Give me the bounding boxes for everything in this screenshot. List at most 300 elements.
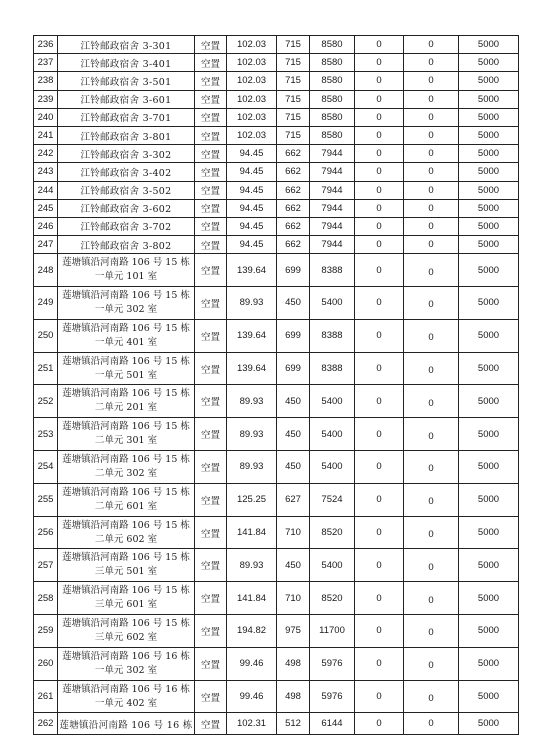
table-row bbox=[34, 352, 519, 385]
table-row bbox=[34, 145, 519, 163]
table-row bbox=[34, 582, 519, 615]
area-cell: 102.03 bbox=[227, 126, 277, 144]
value-b-text: 0 bbox=[428, 463, 434, 475]
monthly-rent-cell: 715 bbox=[277, 126, 310, 144]
annual-rent-cell: 7944 bbox=[310, 236, 355, 254]
property-name-line2: 二单元 602 室 bbox=[94, 533, 158, 545]
table-row bbox=[34, 549, 519, 582]
status-cell: 空置 bbox=[195, 385, 227, 418]
property-name-line1: 莲塘镇沿河南路 106 号 15 栋 bbox=[62, 355, 190, 367]
monthly-rent-cell: 715 bbox=[277, 54, 310, 72]
deposit-cell: 5000 bbox=[459, 199, 519, 217]
property-name-line2: 一单元 402 室 bbox=[94, 697, 158, 709]
row-number-cell: 257 bbox=[34, 549, 58, 582]
value-a-cell: 0 bbox=[355, 549, 404, 582]
area-cell: 102.03 bbox=[227, 36, 277, 54]
property-name-cell: 江铃邮政宿舍 3-601 bbox=[58, 90, 195, 108]
value-b-cell bbox=[404, 418, 459, 451]
property-name-cell bbox=[58, 254, 195, 287]
value-b-cell bbox=[404, 287, 459, 320]
annual-rent-cell: 8580 bbox=[310, 54, 355, 72]
deposit-cell: 5000 bbox=[459, 287, 519, 320]
deposit-cell: 5000 bbox=[459, 36, 519, 54]
value-b-cell bbox=[404, 582, 459, 615]
row-number-cell: 236 bbox=[34, 36, 58, 54]
table-row bbox=[34, 713, 519, 735]
table-row bbox=[34, 54, 519, 72]
annual-rent-cell: 5976 bbox=[310, 647, 355, 680]
monthly-rent-cell: 699 bbox=[277, 254, 310, 287]
value-b-cell bbox=[404, 254, 459, 287]
area-cell: 94.45 bbox=[227, 217, 277, 235]
value-b-cell: 0 bbox=[404, 54, 459, 72]
status-cell: 空置 bbox=[195, 90, 227, 108]
property-name-cell bbox=[58, 352, 195, 385]
property-name-line2: 一单元 302 室 bbox=[94, 303, 158, 315]
property-name-line1: 莲塘镇沿河南路 106 号 15 栋 bbox=[62, 617, 190, 629]
property-name-line1: 莲塘镇沿河南路 106 号 15 栋 bbox=[62, 486, 190, 498]
monthly-rent-cell: 715 bbox=[277, 108, 310, 126]
status-cell: 空置 bbox=[195, 287, 227, 320]
row-number-cell: 242 bbox=[34, 145, 58, 163]
row-number-cell: 244 bbox=[34, 181, 58, 199]
value-b-text: 0 bbox=[428, 365, 434, 377]
area-cell: 125.25 bbox=[227, 483, 277, 516]
table-row bbox=[34, 126, 519, 144]
area-cell: 141.84 bbox=[227, 582, 277, 615]
value-a-cell: 0 bbox=[355, 217, 404, 235]
annual-rent-cell: 5400 bbox=[310, 418, 355, 451]
value-b-text: 0 bbox=[428, 561, 434, 573]
value-b-cell bbox=[404, 680, 459, 713]
status-cell: 空置 bbox=[195, 352, 227, 385]
monthly-rent-cell: 627 bbox=[277, 483, 310, 516]
property-name-cell bbox=[58, 385, 195, 418]
value-b-cell: 0 bbox=[404, 713, 459, 735]
property-table bbox=[33, 35, 519, 735]
property-name-cell bbox=[58, 418, 195, 451]
deposit-cell: 5000 bbox=[459, 680, 519, 713]
status-cell: 空置 bbox=[195, 145, 227, 163]
value-b-cell: 0 bbox=[404, 90, 459, 108]
value-b-cell: 0 bbox=[404, 181, 459, 199]
deposit-cell: 5000 bbox=[459, 72, 519, 90]
property-name-line2: 一单元 501 室 bbox=[94, 369, 158, 381]
monthly-rent-cell: 662 bbox=[277, 217, 310, 235]
deposit-cell: 5000 bbox=[459, 647, 519, 680]
status-cell: 空置 bbox=[195, 549, 227, 582]
value-a-cell: 0 bbox=[355, 181, 404, 199]
table-row bbox=[34, 680, 519, 713]
property-name-line1: 莲塘镇沿河南路 106 号 15 栋 bbox=[62, 388, 190, 400]
table-row bbox=[34, 319, 519, 352]
area-cell: 139.64 bbox=[227, 352, 277, 385]
area-cell: 94.45 bbox=[227, 236, 277, 254]
area-cell: 89.93 bbox=[227, 451, 277, 484]
annual-rent-cell: 7524 bbox=[310, 483, 355, 516]
property-name-cell: 江铃邮政宿舍 3-802 bbox=[58, 236, 195, 254]
deposit-cell: 5000 bbox=[459, 516, 519, 549]
value-a-cell: 0 bbox=[355, 163, 404, 181]
value-a-cell: 0 bbox=[355, 385, 404, 418]
value-a-cell: 0 bbox=[355, 713, 404, 735]
property-name-cell bbox=[58, 451, 195, 484]
monthly-rent-cell: 498 bbox=[277, 647, 310, 680]
status-cell: 空置 bbox=[195, 36, 227, 54]
annual-rent-cell: 5400 bbox=[310, 385, 355, 418]
deposit-cell: 5000 bbox=[459, 108, 519, 126]
status-cell: 空置 bbox=[195, 582, 227, 615]
row-number-cell: 259 bbox=[34, 615, 58, 648]
monthly-rent-cell: 498 bbox=[277, 680, 310, 713]
value-a-cell: 0 bbox=[355, 483, 404, 516]
status-cell: 空置 bbox=[195, 236, 227, 254]
value-a-cell: 0 bbox=[355, 54, 404, 72]
monthly-rent-cell: 710 bbox=[277, 582, 310, 615]
annual-rent-cell: 8388 bbox=[310, 254, 355, 287]
property-name-line2: 三单元 501 室 bbox=[94, 566, 158, 578]
value-a-cell: 0 bbox=[355, 72, 404, 90]
monthly-rent-cell: 450 bbox=[277, 418, 310, 451]
value-a-cell: 0 bbox=[355, 352, 404, 385]
property-name-line2: 二单元 601 室 bbox=[94, 500, 158, 512]
area-cell: 102.03 bbox=[227, 72, 277, 90]
status-cell: 空置 bbox=[195, 217, 227, 235]
table-row bbox=[34, 36, 519, 54]
property-name-line2: 一单元 401 室 bbox=[94, 336, 158, 348]
deposit-cell: 5000 bbox=[459, 483, 519, 516]
row-number-cell: 260 bbox=[34, 647, 58, 680]
value-b-cell bbox=[404, 385, 459, 418]
deposit-cell: 5000 bbox=[459, 126, 519, 144]
table-row bbox=[34, 181, 519, 199]
table-row bbox=[34, 451, 519, 484]
area-cell: 139.64 bbox=[227, 319, 277, 352]
property-name-cell bbox=[58, 287, 195, 320]
value-a-cell: 0 bbox=[355, 451, 404, 484]
row-number-cell: 253 bbox=[34, 418, 58, 451]
deposit-cell: 5000 bbox=[459, 145, 519, 163]
property-name-line1: 莲塘镇沿河南路 106 号 15 栋 bbox=[62, 421, 190, 433]
deposit-cell: 5000 bbox=[459, 615, 519, 648]
status-cell: 空置 bbox=[195, 126, 227, 144]
value-a-cell: 0 bbox=[355, 418, 404, 451]
value-b-cell bbox=[404, 352, 459, 385]
value-b-cell: 0 bbox=[404, 108, 459, 126]
property-name-line1: 莲塘镇沿河南路 106 号 15 栋 bbox=[62, 289, 190, 301]
annual-rent-cell: 8580 bbox=[310, 126, 355, 144]
status-cell: 空置 bbox=[195, 680, 227, 713]
table-row bbox=[34, 108, 519, 126]
annual-rent-cell: 7944 bbox=[310, 163, 355, 181]
row-number-cell: 255 bbox=[34, 483, 58, 516]
property-name-cell bbox=[58, 549, 195, 582]
row-number-cell: 261 bbox=[34, 680, 58, 713]
row-number-cell: 262 bbox=[34, 713, 58, 735]
area-cell: 89.93 bbox=[227, 385, 277, 418]
deposit-cell: 5000 bbox=[459, 549, 519, 582]
annual-rent-cell: 8580 bbox=[310, 72, 355, 90]
value-b-text: 0 bbox=[428, 529, 434, 541]
value-b-text: 0 bbox=[428, 332, 434, 344]
value-a-cell: 0 bbox=[355, 647, 404, 680]
monthly-rent-cell: 450 bbox=[277, 451, 310, 484]
deposit-cell: 5000 bbox=[459, 713, 519, 735]
area-cell: 99.46 bbox=[227, 647, 277, 680]
status-cell: 空置 bbox=[195, 199, 227, 217]
status-cell: 空置 bbox=[195, 713, 227, 735]
value-b-text: 0 bbox=[428, 693, 434, 704]
area-cell: 99.46 bbox=[227, 680, 277, 713]
property-name-cell: 江铃邮政宿舍 3-702 bbox=[58, 217, 195, 235]
table-row bbox=[34, 199, 519, 217]
row-number-cell: 245 bbox=[34, 199, 58, 217]
annual-rent-cell: 8580 bbox=[310, 108, 355, 126]
status-cell: 空置 bbox=[195, 108, 227, 126]
deposit-cell: 5000 bbox=[459, 236, 519, 254]
value-b-cell: 0 bbox=[404, 126, 459, 144]
value-b-text: 0 bbox=[428, 627, 434, 639]
annual-rent-cell: 8580 bbox=[310, 36, 355, 54]
property-name-cell bbox=[58, 615, 195, 648]
deposit-cell: 5000 bbox=[459, 54, 519, 72]
monthly-rent-cell: 450 bbox=[277, 287, 310, 320]
annual-rent-cell: 8520 bbox=[310, 516, 355, 549]
annual-rent-cell: 7944 bbox=[310, 199, 355, 217]
annual-rent-cell: 11700 bbox=[310, 615, 355, 648]
area-cell: 139.64 bbox=[227, 254, 277, 287]
value-a-cell: 0 bbox=[355, 90, 404, 108]
deposit-cell: 5000 bbox=[459, 451, 519, 484]
property-table-body bbox=[34, 36, 519, 735]
area-cell: 102.31 bbox=[227, 713, 277, 735]
monthly-rent-cell: 715 bbox=[277, 72, 310, 90]
table-row bbox=[34, 516, 519, 549]
deposit-cell: 5000 bbox=[459, 217, 519, 235]
status-cell: 空置 bbox=[195, 516, 227, 549]
table-row bbox=[34, 163, 519, 181]
area-cell: 194.82 bbox=[227, 615, 277, 648]
status-cell: 空置 bbox=[195, 615, 227, 648]
area-cell: 94.45 bbox=[227, 199, 277, 217]
status-cell: 空置 bbox=[195, 319, 227, 352]
deposit-cell: 5000 bbox=[459, 352, 519, 385]
status-cell: 空置 bbox=[195, 483, 227, 516]
property-name-line1: 莲塘镇沿河南路 106 号 16 栋 bbox=[62, 650, 190, 662]
monthly-rent-cell: 699 bbox=[277, 319, 310, 352]
value-b-cell: 0 bbox=[404, 217, 459, 235]
row-number-cell: 252 bbox=[34, 385, 58, 418]
deposit-cell: 5000 bbox=[459, 90, 519, 108]
row-number-cell: 239 bbox=[34, 90, 58, 108]
monthly-rent-cell: 450 bbox=[277, 549, 310, 582]
area-cell: 89.93 bbox=[227, 549, 277, 582]
row-number-cell: 243 bbox=[34, 163, 58, 181]
row-number-cell: 246 bbox=[34, 217, 58, 235]
deposit-cell: 5000 bbox=[459, 385, 519, 418]
monthly-rent-cell: 975 bbox=[277, 615, 310, 648]
value-b-cell: 0 bbox=[404, 36, 459, 54]
value-b-cell bbox=[404, 647, 459, 680]
value-b-cell bbox=[404, 451, 459, 484]
row-number-cell: 249 bbox=[34, 287, 58, 320]
property-name-cell: 江铃邮政宿舍 3-401 bbox=[58, 54, 195, 72]
monthly-rent-cell: 450 bbox=[277, 385, 310, 418]
annual-rent-cell: 5976 bbox=[310, 680, 355, 713]
value-a-cell: 0 bbox=[355, 126, 404, 144]
value-a-cell: 0 bbox=[355, 582, 404, 615]
value-b-text: 0 bbox=[428, 299, 434, 311]
property-name-cell: 江铃邮政宿舍 3-602 bbox=[58, 199, 195, 217]
property-name-line2: 二单元 201 室 bbox=[94, 402, 158, 414]
status-cell: 空置 bbox=[195, 254, 227, 287]
area-cell: 94.45 bbox=[227, 163, 277, 181]
table-row bbox=[34, 385, 519, 418]
value-a-cell: 0 bbox=[355, 516, 404, 549]
monthly-rent-cell: 715 bbox=[277, 36, 310, 54]
table-row bbox=[34, 483, 519, 516]
status-cell: 空置 bbox=[195, 451, 227, 484]
property-name-cell: 江铃邮政宿舍 3-502 bbox=[58, 181, 195, 199]
deposit-cell: 5000 bbox=[459, 163, 519, 181]
value-a-cell: 0 bbox=[355, 236, 404, 254]
property-name-line1: 莲塘镇沿河南路 106 号 15 栋 bbox=[62, 519, 190, 531]
status-cell: 空置 bbox=[195, 181, 227, 199]
property-name-cell: 江铃邮政宿舍 3-501 bbox=[58, 72, 195, 90]
area-cell: 94.45 bbox=[227, 181, 277, 199]
annual-rent-cell: 8388 bbox=[310, 352, 355, 385]
annual-rent-cell: 8388 bbox=[310, 319, 355, 352]
property-name-cell: 江铃邮政宿舍 3-402 bbox=[58, 163, 195, 181]
value-b-cell: 0 bbox=[404, 145, 459, 163]
monthly-rent-cell: 662 bbox=[277, 236, 310, 254]
property-name-cell bbox=[58, 516, 195, 549]
status-cell: 空置 bbox=[195, 647, 227, 680]
area-cell: 89.93 bbox=[227, 418, 277, 451]
status-cell: 空置 bbox=[195, 418, 227, 451]
deposit-cell: 5000 bbox=[459, 254, 519, 287]
annual-rent-cell: 7944 bbox=[310, 217, 355, 235]
property-name-line2: 二单元 302 室 bbox=[94, 467, 158, 479]
property-name-line1: 莲塘镇沿河南路 106 号 15 栋 bbox=[62, 257, 190, 269]
annual-rent-cell: 7944 bbox=[310, 145, 355, 163]
area-cell: 141.84 bbox=[227, 516, 277, 549]
monthly-rent-cell: 662 bbox=[277, 181, 310, 199]
status-cell: 空置 bbox=[195, 163, 227, 181]
table-row bbox=[34, 615, 519, 648]
property-name-cell bbox=[58, 319, 195, 352]
annual-rent-cell: 6144 bbox=[310, 713, 355, 735]
value-a-cell: 0 bbox=[355, 680, 404, 713]
monthly-rent-cell: 662 bbox=[277, 199, 310, 217]
value-b-cell: 0 bbox=[404, 199, 459, 217]
annual-rent-cell: 5400 bbox=[310, 549, 355, 582]
area-cell: 102.03 bbox=[227, 108, 277, 126]
table-row bbox=[34, 90, 519, 108]
property-name-cell bbox=[58, 680, 195, 713]
row-number-cell: 250 bbox=[34, 319, 58, 352]
value-a-cell: 0 bbox=[355, 615, 404, 648]
table-row bbox=[34, 254, 519, 287]
property-name-line1: 莲塘镇沿河南路 106 号 15 栋 bbox=[62, 552, 190, 564]
property-name-cell: 江铃邮政宿舍 3-301 bbox=[58, 36, 195, 54]
annual-rent-cell: 5400 bbox=[310, 451, 355, 484]
monthly-rent-cell: 512 bbox=[277, 713, 310, 735]
property-name-line1: 莲塘镇沿河南路 106 号 15 栋 bbox=[62, 453, 190, 465]
property-name-line2: 三单元 602 室 bbox=[94, 631, 158, 643]
monthly-rent-cell: 710 bbox=[277, 516, 310, 549]
value-b-text: 0 bbox=[428, 397, 434, 409]
property-name-line1: 莲塘镇沿河南路 106 号 15 栋 bbox=[62, 322, 190, 334]
row-number-cell: 247 bbox=[34, 236, 58, 254]
value-a-cell: 0 bbox=[355, 108, 404, 126]
area-cell: 94.45 bbox=[227, 145, 277, 163]
row-number-cell: 248 bbox=[34, 254, 58, 287]
property-name-line1: 莲塘镇沿河南路 106 号 15 栋 bbox=[62, 585, 190, 597]
row-number-cell: 241 bbox=[34, 126, 58, 144]
row-number-cell: 237 bbox=[34, 54, 58, 72]
property-name-line1: 莲塘镇沿河南路 106 号 16 栋 bbox=[62, 683, 190, 695]
row-number-cell: 254 bbox=[34, 451, 58, 484]
row-number-cell: 240 bbox=[34, 108, 58, 126]
property-name-cell bbox=[58, 582, 195, 615]
property-name-cell: 江铃邮政宿舍 3-701 bbox=[58, 108, 195, 126]
value-b-text: 0 bbox=[428, 660, 434, 672]
row-number-cell: 238 bbox=[34, 72, 58, 90]
value-b-cell bbox=[404, 516, 459, 549]
table-row bbox=[34, 72, 519, 90]
value-a-cell: 0 bbox=[355, 199, 404, 217]
area-cell: 102.03 bbox=[227, 54, 277, 72]
row-number-cell: 258 bbox=[34, 582, 58, 615]
value-a-cell: 0 bbox=[355, 36, 404, 54]
annual-rent-cell: 5400 bbox=[310, 287, 355, 320]
deposit-cell: 5000 bbox=[459, 582, 519, 615]
property-name-cell: 江铃邮政宿舍 3-801 bbox=[58, 126, 195, 144]
table-row bbox=[34, 217, 519, 235]
property-name-line2: 一单元 101 室 bbox=[94, 271, 158, 283]
value-a-cell: 0 bbox=[355, 287, 404, 320]
monthly-rent-cell: 699 bbox=[277, 352, 310, 385]
value-b-text: 0 bbox=[428, 496, 434, 508]
value-b-text: 0 bbox=[428, 594, 434, 606]
deposit-cell: 5000 bbox=[459, 181, 519, 199]
property-name-line2: 三单元 601 室 bbox=[94, 599, 158, 611]
annual-rent-cell: 7944 bbox=[310, 181, 355, 199]
table-row bbox=[34, 647, 519, 680]
monthly-rent-cell: 662 bbox=[277, 163, 310, 181]
value-a-cell: 0 bbox=[355, 145, 404, 163]
row-number-cell: 256 bbox=[34, 516, 58, 549]
property-name-cell: 莲塘镇沿河南路 106 号 16 栋 bbox=[58, 713, 195, 735]
property-name-line2: 一单元 302 室 bbox=[94, 664, 158, 676]
value-b-cell bbox=[404, 483, 459, 516]
value-b-cell bbox=[404, 615, 459, 648]
monthly-rent-cell: 715 bbox=[277, 90, 310, 108]
value-b-cell: 0 bbox=[404, 236, 459, 254]
table-row bbox=[34, 287, 519, 320]
table-row bbox=[34, 418, 519, 451]
value-a-cell: 0 bbox=[355, 254, 404, 287]
value-b-cell: 0 bbox=[404, 163, 459, 181]
property-name-cell: 江铃邮政宿舍 3-302 bbox=[58, 145, 195, 163]
row-number-cell: 251 bbox=[34, 352, 58, 385]
value-a-cell: 0 bbox=[355, 319, 404, 352]
status-cell: 空置 bbox=[195, 54, 227, 72]
annual-rent-cell: 8520 bbox=[310, 582, 355, 615]
property-name-line2: 二单元 301 室 bbox=[94, 435, 158, 447]
deposit-cell: 5000 bbox=[459, 319, 519, 352]
